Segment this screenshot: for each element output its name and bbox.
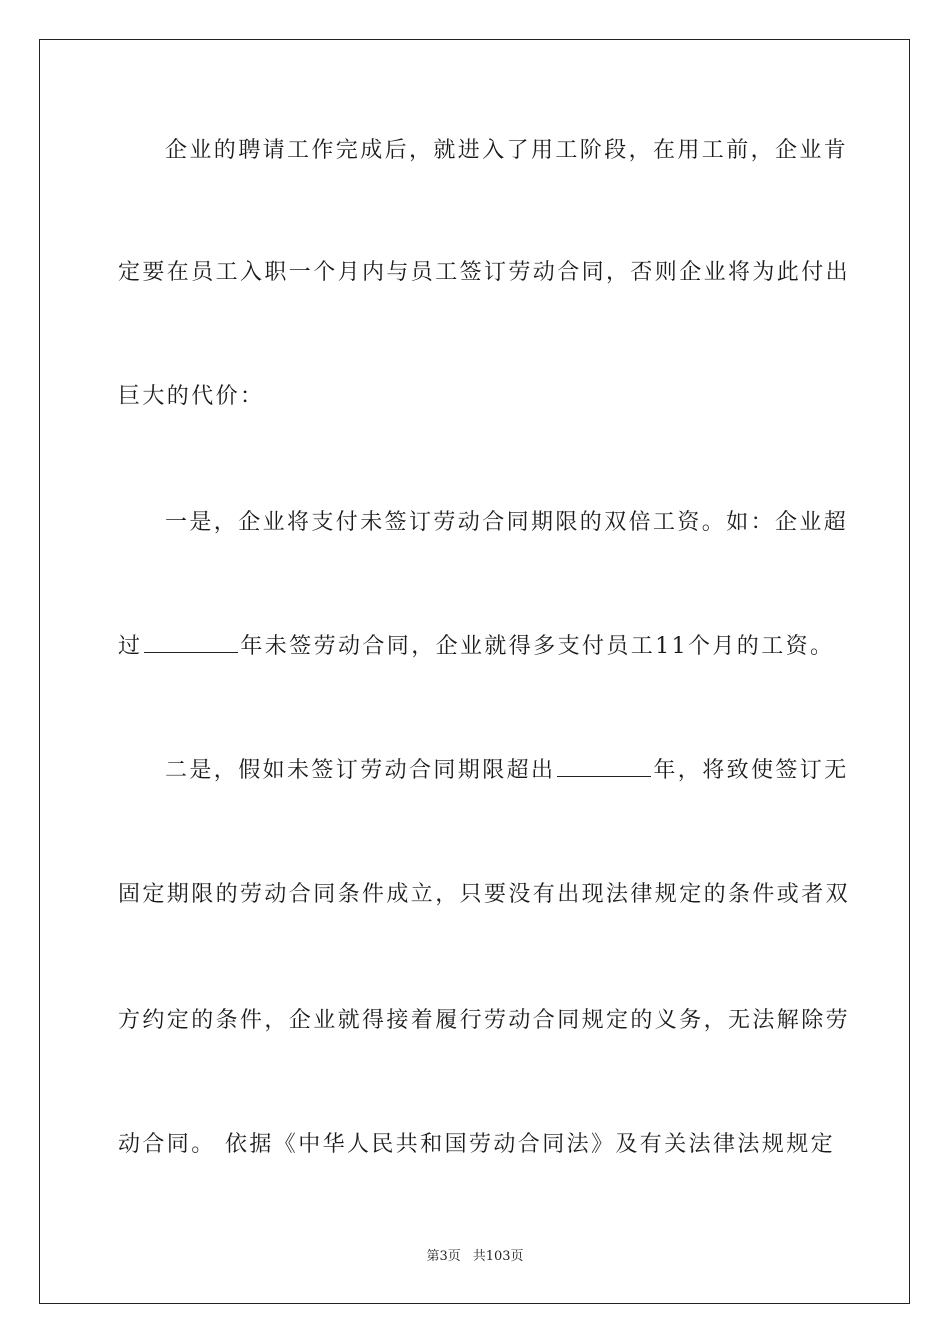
line-5-suffix: 年未签劳动合同，企业就得多支付员工11个月的工资。 [240,634,835,659]
paragraph-line-8: 方约定的条件，企业就得接着履行劳动合同规定的义务，无法解除劳 [118,1008,851,1033]
paragraph-line-1: 企业的聘请工作完成后，就进入了用工阶段，在用工前，企业肯 [165,138,849,163]
line-5-prefix: 过 [118,634,143,659]
paragraph-line-5 [118,632,838,662]
page-number: 第3页 [426,1249,461,1264]
paragraph-line-2: 定要在员工入职一个月内与员工签订劳动合同，否则企业将为此付出 [118,260,851,285]
page-border [39,39,910,1304]
paragraph-line-4: 一是，企业将支付未签订劳动合同期限的双倍工资。如：企业超 [165,510,849,535]
line-6-suffix: 年，将致使签订无 [653,758,849,783]
fill-in-blank-1 [144,632,238,653]
paragraph-line-3: 巨大的代价： [118,384,265,409]
fill-in-blank-2 [557,756,651,777]
paragraph-line-6 [165,756,849,786]
page-total: 共103页 [472,1249,524,1264]
line-6-prefix: 二是，假如未签订劳动合同期限超出 [165,758,556,783]
paragraph-line-7: 固定期限的劳动合同条件成立，只要没有出现法律规定的条件或者双 [118,882,851,907]
page-footer [0,1248,950,1266]
paragraph-line-9: 动合同。 依据《中华人民共和国劳动合同法》及有关法律法规规定 [118,1132,835,1157]
